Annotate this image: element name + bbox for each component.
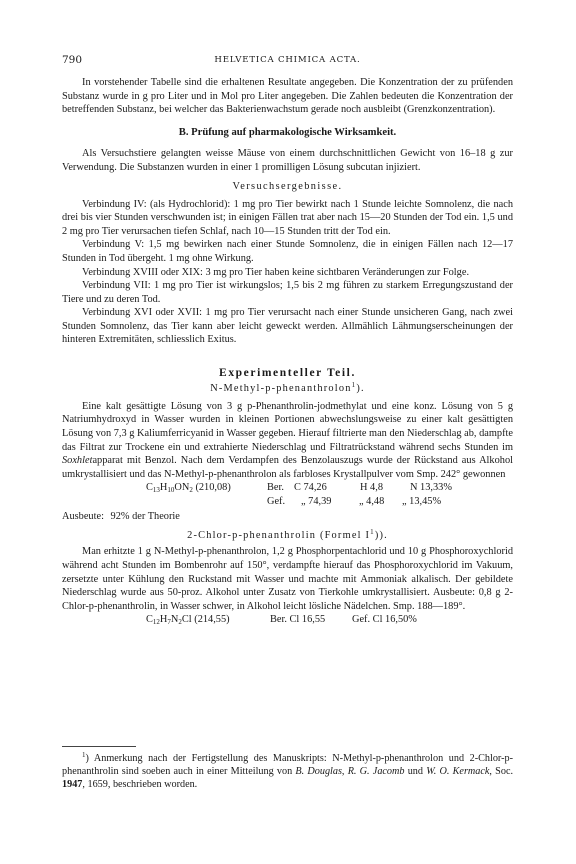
result-paragraph: Verbindung XVIII oder XIX: 3 mg pro Tier haben keine sichtbaren Veränderungen zur Folge. (82, 266, 470, 278)
page-number: 790 (62, 54, 83, 66)
author-name: W. O. Kermack (426, 766, 490, 778)
year: 1947 (62, 779, 83, 791)
compound1-analysis-calc: $C_{13}H_{10}ON_2$ (210,08) Ber. C 74,26 H 4,8 N 13,33% (146, 482, 452, 495)
footnote-divider (62, 746, 136, 747)
result-paragraph: Verbindung XVI oder XVII: 1 mg pro Tier verursacht nach einer Stunde unsicheren Gang, nach zwei Stunden Somnolenz, das Tier kann aber leicht geweckt werden. Allmählich Lähmungserscheinungen der hinteren Extremitäten, schliesslich Exitus. (62, 307, 513, 346)
molecular-formula: $C_{13}H_{10}ON_2$ (210,08) (146, 482, 231, 495)
footnote-ref[interactable]: 1 (370, 527, 375, 536)
compound1-analysis-found: Gef. „ 74,39 „ 4,48 „ 13,45% (267, 495, 442, 507)
result-paragraph: Verbindung IV: (als Hydrochlorid): 1 mg pro Tier bewirkt nach 1 Stunde leichte Somnolenz, die nach drei bis vier Stunden verschwunden ist; in einigen Fällen trat aber nach 15—20 Stunden der Tod ein. 1,5 und 2 mg pro Tier verursachen tiefen Schlaf, nach 10—15 Stunden tritt der Tod ein. (62, 198, 513, 237)
footnote-ref[interactable]: 1 (351, 381, 357, 390)
compound1-paragraph: Eine kalt gesättigte Lösung von 3 g p-Phenanthrolin-jodmethylat und eine konz. Lösung von 5 g Natriumhydroxyd in Wasser wurden in kleinen Portionen abwechslungsweise zu einer kalt gesättigten Lösung von 7,3 g Kaliumferricyanid in Wasser gegeben. Hierauf filtrierte man den Niederschlag ab, dampfte das Filtrat zur Trockene ein und extrahierte Niederschlag und Filtratrückstand während sechs Stunden im Soxhletapparat mit Benzol. Nach dem Verdampfen des Benzolauszugs wurde der Rückstand aus Alkohol umkrystallisiert und das N-Methyl-p-phenanthrolon als farbloses Krystallpulver vom Smp. 242° gewonnen (62, 400, 513, 480)
result-paragraph: Verbindung VII: 1 mg pro Tier ist wirkungslos; 1,5 bis 2 mg führen zu starkem Erregungszustand der Tiere und zu deren Tod. (62, 280, 513, 305)
apparatus-name: Soxhlet (62, 455, 93, 467)
author-name: B. Douglas (295, 766, 342, 778)
section-b-title: B. Prüfung auf pharmakologische Wirksamkeit. (178, 126, 397, 138)
section-b-paragraph: Als Versuchstiere gelangten weisse Mäuse von einem durchschnittlichen Gewicht von 16–18 g zur Verwendung. Die Substanzen wurden in einer 1 promilligen Lösung subcutan injiziert. (62, 148, 513, 173)
compound1-yield: Ausbeute: 92% der Theorie (62, 511, 180, 523)
compound1-title: N-Methyl-p-phenanthrolon$^1$). (210, 381, 365, 395)
compound2-title: 2-Chlor-p-phenanthrolin (Formel $I^1$)). (187, 527, 388, 541)
intro-paragraph: In vorstehender Tabelle sind die erhaltenen Resultate angegeben. Die Konzentration der zu prüfenden Substanz wurde in g pro Liter und in Mol pro Liter angegeben. Die Zahlen bedeuten die Konzentration der betreffenden Substanz, bei welcher das Bakterienwachstum gerade noch ausbleibt (Grenzkonzentration). (62, 77, 513, 116)
footnote: $^1$) Anmerkung nach der Fertigstellung des Manuskripts: N-Methyl-p-phenanthrolon und 2-Chlor-p-phenanthrolin sind soeben auch in einer Mitteilung von B. Douglas, R. G. Jacomb und W. O. Kermack, Soc. 1947, 1659, beschrieben worden. (62, 751, 514, 791)
compound2-paragraph: Man erhitzte 1 g N-Methyl-p-phenanthrolon, 1,2 g Phosphorpentachlorid und 10 g Phosphoroxychlorid während acht Stunden im Bombenrohr auf 150°, verdampfte hierauf das Phosphoroxychlorid im Vakuum, zersetzte unter Kühlung den Ruckstand mit Wasser und machte mit Ammoniak alkalisch. Der gebildete Niederschlag wurde aus 50-proz. Alkohol unter Zusatz von Tierkohle umkrystallisiert. Ausbeute: 0,8 g 2-Chlor-p-phenanthrolin, in Wasser schwer, in Alkohol leicht lösliche Nädelchen. Smp. 188—189°. (62, 546, 513, 612)
result-paragraph: Verbindung V: 1,5 mg bewirken nach einer Stunde Somnolenz, die in einigen Fällen nach 12—17 Stunden in Tod übergeht. 1 mg ohne Wirkung. (62, 239, 513, 265)
journal-title: HELVETICA CHIMICA ACTA. (214, 55, 361, 65)
compound2-analysis: $C_{12}H_7N_2Cl$ (214,55) Ber. Cl 16,55 Gef. Cl 16,50% (146, 614, 417, 627)
experimental-title: Experimenteller Teil. (219, 366, 356, 379)
author-name: R. G. Jacomb (347, 766, 405, 778)
main-content (62, 76, 513, 627)
results-title: Versuchsergebnisse. (232, 181, 343, 193)
molecular-formula: $C_{12}H_7N_2Cl$ (214,55) (146, 614, 230, 627)
